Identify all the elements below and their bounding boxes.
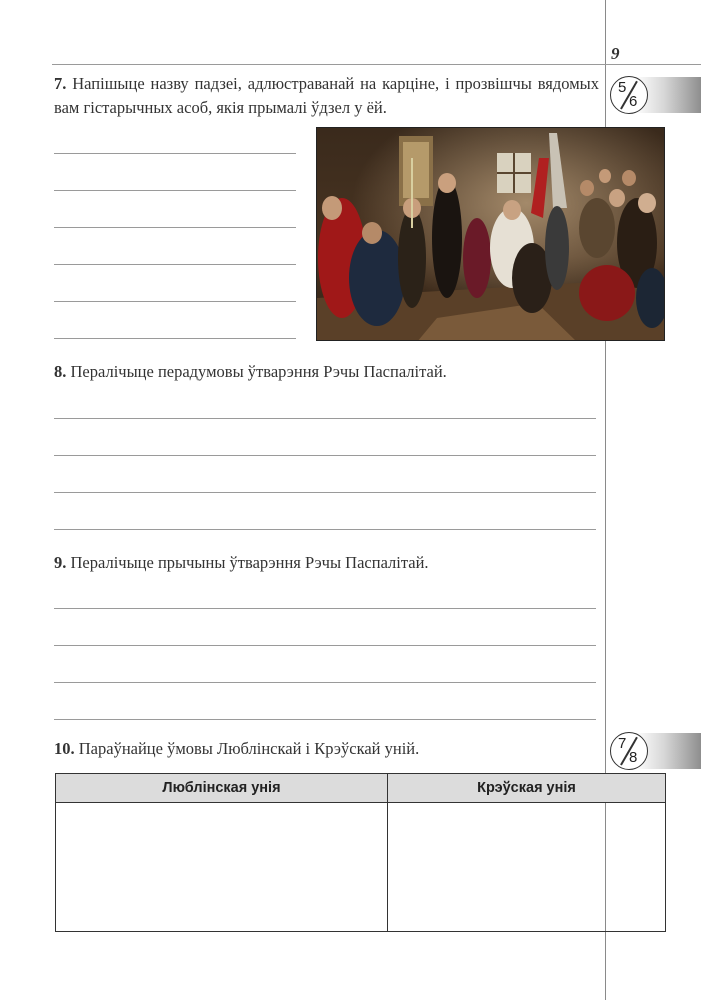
question-7 <box>54 72 599 120</box>
page-number: 9 <box>611 44 620 63</box>
grade-circle <box>610 732 648 770</box>
grade-badge-7-8 <box>607 731 701 771</box>
question-10-number: 10. <box>54 739 75 758</box>
answer-line-7-1[interactable] <box>54 153 296 154</box>
comparison-table <box>55 773 666 932</box>
column-header-lublin: Люблінская унія <box>56 774 388 803</box>
header-rule <box>52 64 701 65</box>
answer-line-7-4[interactable] <box>54 264 296 265</box>
question-8-number: 8. <box>54 362 67 381</box>
cell-krewo[interactable] <box>387 803 665 932</box>
answer-line-9-1[interactable] <box>54 608 596 609</box>
answer-line-7-6[interactable] <box>54 338 296 339</box>
answer-line-7-3[interactable] <box>54 227 296 228</box>
table-row <box>56 803 666 932</box>
answer-line-7-5[interactable] <box>54 301 296 302</box>
grade-circle <box>610 76 648 114</box>
question-7-text: Напішыце назву падзеі, адлюстраванай на карціне, і прозвішчы вядомых вам гістарычных асоб, якія прымалі ўдзел у ёй. <box>54 74 600 117</box>
question-9-number: 9. <box>54 553 67 572</box>
question-10 <box>54 737 419 761</box>
question-7-number: 7. <box>54 74 67 93</box>
answer-line-8-2[interactable] <box>54 455 596 456</box>
question-10-text: Параўнайце ўмовы Люблінскай і Крэўскай уній. <box>78 739 420 758</box>
cell-lublin[interactable] <box>56 803 388 932</box>
answer-line-9-2[interactable] <box>54 645 596 646</box>
question-8 <box>54 360 447 384</box>
table-header-row <box>56 774 666 803</box>
grade-badge-5-6 <box>607 75 701 115</box>
grade-numerator: 5 <box>618 79 627 96</box>
grade-denominator: 8 <box>629 749 638 766</box>
answer-line-8-3[interactable] <box>54 492 596 493</box>
answer-line-9-3[interactable] <box>54 682 596 683</box>
answer-line-8-1[interactable] <box>54 418 596 419</box>
column-header-krewo: Крэўская унія <box>387 774 665 803</box>
answer-line-7-2[interactable] <box>54 190 296 191</box>
question-9 <box>54 551 429 575</box>
answer-line-9-4[interactable] <box>54 719 596 720</box>
historical-painting <box>316 127 665 341</box>
painting-illustration <box>317 128 665 341</box>
question-8-text: Пералічыце перадумовы ўтварэння Рэчы Паспалітай. <box>70 362 447 381</box>
grade-numerator: 7 <box>618 735 627 752</box>
grade-denominator: 6 <box>629 93 638 110</box>
answer-line-8-4[interactable] <box>54 529 596 530</box>
question-9-text: Пералічыце прычыны ўтварэння Рэчы Паспалітай. <box>70 553 429 572</box>
